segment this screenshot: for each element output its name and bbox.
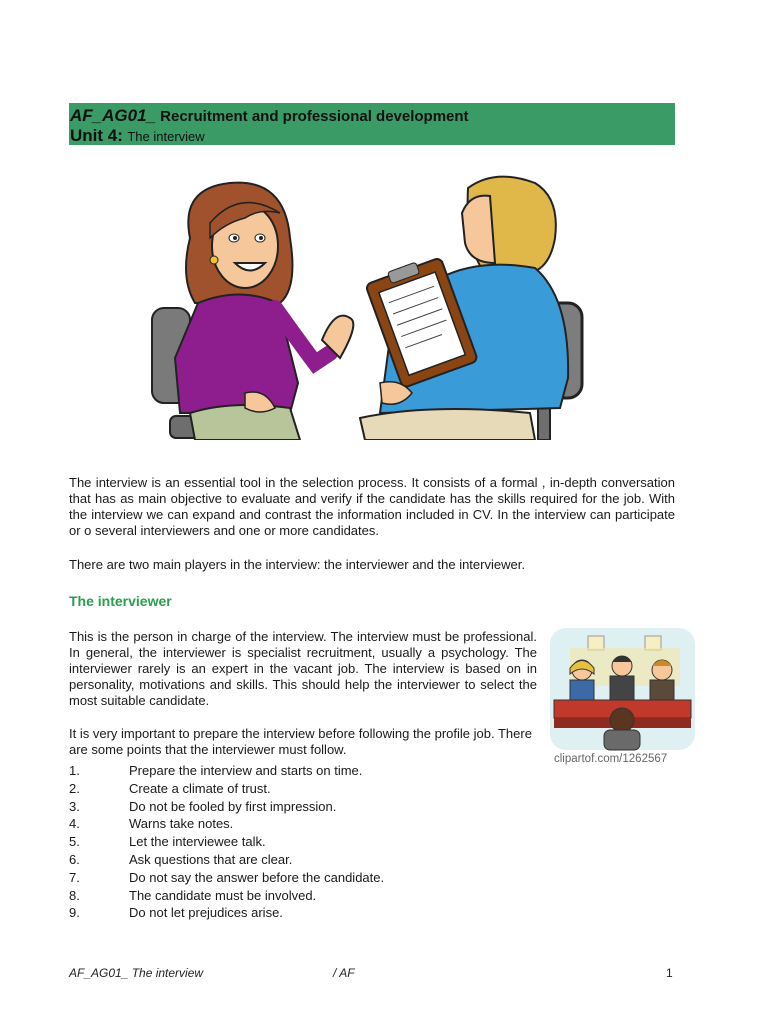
list-item-number: 6.	[69, 851, 80, 867]
list-item-text: Prepare the interview and starts on time.	[129, 763, 363, 778]
section-heading-interviewer: The interviewer	[69, 593, 172, 609]
panel-interview-clipart	[550, 628, 695, 768]
list-item-number: 9.	[69, 905, 80, 921]
list-item-text: Create a climate of trust.	[129, 780, 271, 796]
list-item-number: 7.	[69, 869, 80, 885]
list-item-text: The candidate must be involved.	[129, 887, 317, 903]
list-item	[69, 833, 384, 851]
unit-title-line	[70, 126, 205, 146]
list-item-text: Do not let prejudices arise.	[129, 905, 283, 921]
list-item-number: 8.	[69, 887, 80, 903]
list-item-number: 3.	[69, 798, 80, 814]
list-item	[69, 762, 384, 780]
list-item	[69, 798, 384, 816]
intro-paragraph: The interview is an essential tool in the selection process. It consists of a formal , in-depth conversation that has as main objective to evaluate and verify if the candidate has the skills required for the job. With the interview we can expand and contrast the information included in CV. In the interview can participate or o several interviewers and one or more candidates.	[69, 475, 675, 538]
footer-author: / AF	[333, 966, 355, 980]
footer-doc-title: AF_AG01_ The interview	[69, 966, 204, 980]
title-banner	[69, 103, 675, 145]
list-item	[69, 904, 384, 922]
interview-illustration	[150, 168, 600, 440]
unit-title: The interview	[127, 129, 205, 144]
list-item	[69, 780, 384, 798]
list-item	[69, 851, 384, 869]
players-paragraph: There are two main players in the interview: the interviewer and the interviewer.	[69, 557, 525, 572]
list-item	[69, 815, 384, 833]
list-item-text: Let the interviewee talk.	[129, 834, 266, 850]
course-title: Recruitment and professional development	[160, 108, 469, 125]
list-item-text: Warns take notes.	[129, 816, 234, 832]
course-code: AF_AG01_	[70, 106, 156, 125]
list-item	[69, 887, 384, 905]
interviewer-paragraph: This is the person in charge of the interview. The interview must be professional. In general, the interviewer is specialist recruitment, usually a psychology. The interviewer rarely is an expert in the vacant job. The interview is based on in personality, motivations and skills. This should help the interviewer to select the most suitable candidate.	[69, 629, 537, 708]
list-item-number: 1.	[69, 763, 80, 778]
course-title-line	[70, 106, 469, 126]
list-item-text: Do not say the answer before the candidate.	[129, 869, 385, 885]
image-credit: clipartof.com/1262567	[554, 753, 668, 765]
list-item-number: 4.	[69, 816, 80, 832]
interviewer-steps-list	[69, 762, 384, 922]
list-item-text: Do not be fooled by first impression.	[129, 798, 337, 814]
list-item-text: Ask questions that are clear.	[129, 851, 293, 867]
prepare-paragraph: It is very important to prepare the interview before following the profile job. There are some points that the interviewer must follow.	[69, 726, 532, 757]
list-item	[69, 869, 384, 887]
list-item-number: 5.	[69, 834, 80, 850]
list-item-number: 2.	[69, 780, 80, 796]
page-number: 1	[666, 966, 673, 980]
unit-label: Unit 4:	[70, 126, 123, 145]
